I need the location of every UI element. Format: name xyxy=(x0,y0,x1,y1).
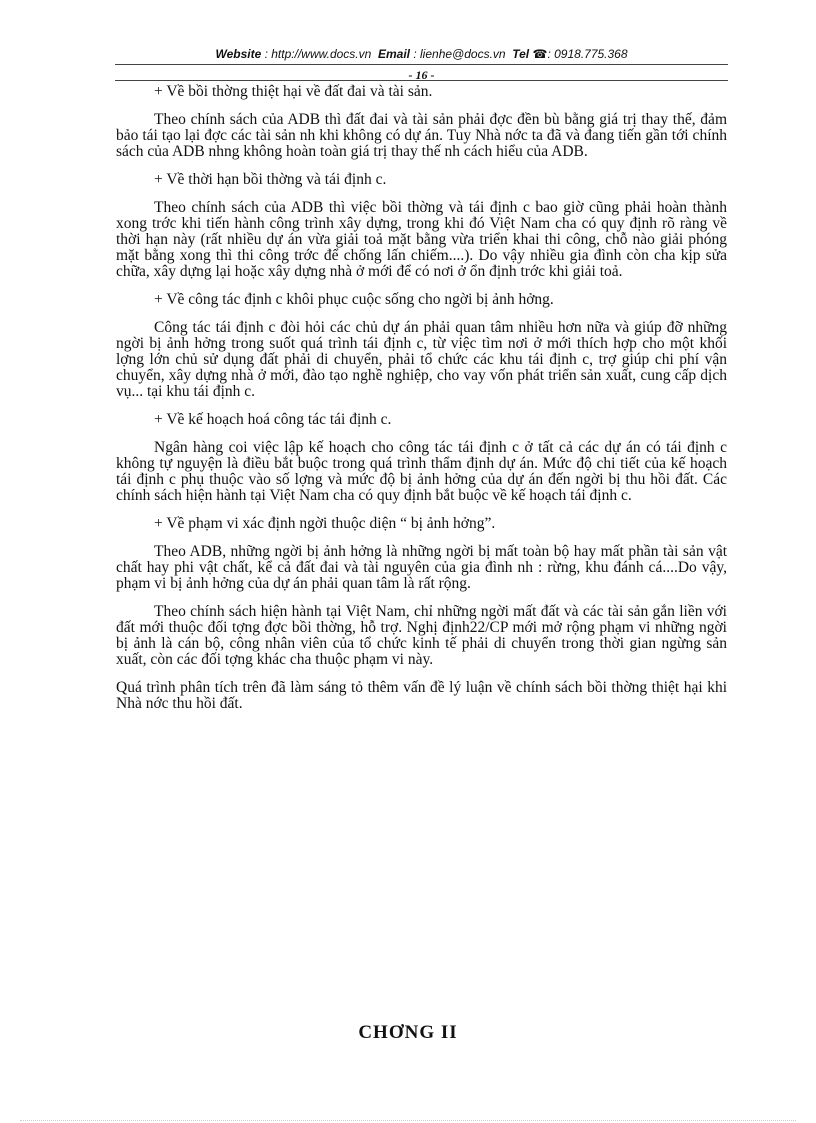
section-heading-planning: + Về kế hoạch hoá công tác tái định c. xyxy=(154,411,392,428)
document-body xyxy=(116,84,727,724)
section-heading-timing: + Về thời hạn bồi thờng và tái định c. xyxy=(154,171,387,188)
paragraph: Công tác tái định c đòi hỏi các chủ dự án phải quan tâm nhiều hơn nữa và giúp đỡ những ngời bị ảnh hởng trong suốt quá trình tái định c, từ việc tìm nơi ở mới thích hợp cho một khối lợng lớn chủ sử dụng đất phải di chuyển, phải tổ chức các khu tái định c, trợ giúp chi phí vận chuyển, xây dựng nhà ở mới, đào tạo nghề nghiệp, cho vay vốn phát triển sản xuất, cung cấp dịch vụ... tại khu tái định c. xyxy=(116,319,727,400)
header-rule-lower xyxy=(115,80,728,81)
paragraph-conclusion: Quá trình phân tích trên đã làm sáng tỏ thêm vấn đề lý luận về chính sách bồi thờng thiệt hại khi Nhà nớc thu hồi đất. xyxy=(116,679,727,712)
paragraph: Theo chính sách hiện hành tại Việt Nam, chỉ những ngời mất đất và các tài sản gắn liền với đất mới thuộc đối tợng đợc bồi thờng, hỗ trợ. Nghị định22/CP mới mở rộng phạm vi những ngời bị ảnh là cán bộ, công nhân viên của tổ chức kinh tế phải di chuyển trong thời gian ngừng sản xuất, còn các đối tợng khác cha thuộc phạm vi này. xyxy=(116,603,727,668)
chapter-heading: CHƠNG II xyxy=(358,1022,458,1043)
section-heading-scope: + Về phạm vi xác định ngời thuộc diện “ bị ảnh hởng”. xyxy=(154,515,496,532)
page-number: - 16 - xyxy=(408,68,435,82)
website-label: Website xyxy=(215,47,262,61)
paragraph: Ngân hàng coi việc lập kế hoạch cho công tác tái định c ở tất cả các dự án có tái định c không tự nguyện là điều bắt buộc trong quá trình thẩm định dự án. Mức độ chi tiết của kế hoạch tái định c phụ thuộc vào số lợng và mức độ bị ảnh hởng của dự án đến ngời bị thu hồi đất. Các chính sách hiện hành tại Việt Nam cha có quy định bắt buộc về kế hoạch tái định c. xyxy=(116,439,727,504)
page-header xyxy=(115,47,728,61)
website-value: : http://www.docs.vn xyxy=(264,47,372,61)
section-heading-compensation: + Về bồi thờng thiệt hại về đất đai và tài sản. xyxy=(154,83,433,100)
email-label: Email xyxy=(377,47,410,61)
paragraph: Theo chính sách của ADB thì đất đai và tài sản phải đợc đền bù bằng giá trị thay thế, đảm bảo tái tạo lại đợc các tài sản nh khi không có dự án. Tuy Nhà nớc ta đã và đang tiến gần tới chính sách của ADB nhng không hoàn toàn giá trị thay thế nh cách hiểu của ADB. xyxy=(116,111,727,160)
email-value: : lienhe@docs.vn xyxy=(413,47,506,61)
phone-icon: ☎ xyxy=(532,47,548,61)
header-rule xyxy=(115,64,728,65)
section-heading-resettlement: + Về công tác định c khôi phục cuộc sống cho ngời bị ảnh hởng. xyxy=(154,291,554,308)
tel-value: : 0918.775.368 xyxy=(547,47,628,61)
footer-divider xyxy=(20,1120,796,1121)
tel-label: Tel xyxy=(512,47,530,61)
paragraph: Theo ADB, những ngời bị ảnh hởng là những ngời bị mất toàn bộ hay mất phần tài sản vật chất hay phi vật chất, kể cả đất đai và tài nguyên của gia đình nh : rừng, khu đánh cá....Do vậy, phạm vi bị ảnh hởng của dự án phải quan tâm là rất rộng. xyxy=(116,543,727,592)
paragraph: Theo chính sách của ADB thì việc bồi thờng và tái định c bao giờ cũng phải hoàn thành xong trớc khi tiến hành công trình xây dựng, trong khi đó Việt Nam cha có quy định rõ ràng về thời hạn này (rất nhiều dự án vừa giải toả mặt bằng vừa triển khai thi công, chỗ nào giải phóng mặt bằng xong thì thi công trớc để chống lấn chiếm....). Do vậy nhiều gia đình còn cha kịp sửa chữa, xây dựng lại hoặc xây dựng nhà ở mới để có nơi ở ổn định trớc khi giải toả. xyxy=(116,199,727,280)
